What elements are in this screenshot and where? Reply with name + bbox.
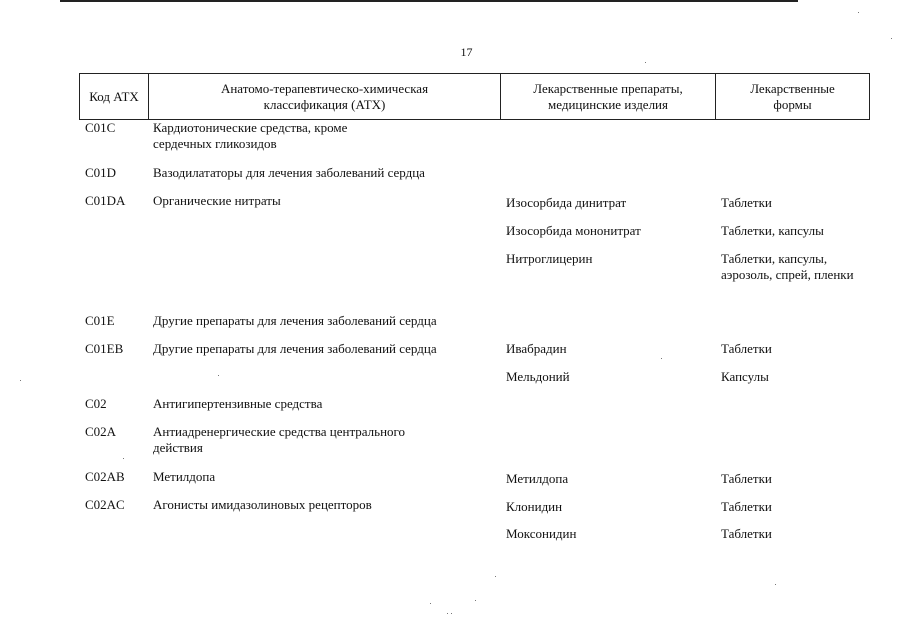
row-code: C01EB: [85, 341, 124, 356]
row-drug: Изосорбида динитрат: [506, 195, 627, 210]
row-code: C02A: [85, 424, 117, 439]
header-drugs: Лекарственные препараты, медицинские изделия: [533, 80, 683, 112]
row-classification: Агонисты имидазолиновых рецепторов: [153, 497, 372, 512]
row-code: C01C: [85, 120, 116, 135]
row-code: C01D: [85, 165, 117, 180]
row-drug: Мельдоний: [506, 369, 570, 384]
row-code: C02: [85, 396, 107, 411]
row-classification: Метилдопа: [153, 469, 216, 484]
page-number: 17: [460, 45, 473, 59]
row-code: C01E: [85, 313, 115, 328]
row-form: Таблетки, капсулы: [721, 223, 824, 238]
row-form: Таблетки: [721, 526, 772, 541]
top-rule: [60, 0, 798, 2]
row-form: Таблетки: [721, 471, 772, 486]
row-classification: Другие препараты для лечения заболеваний сердца: [153, 341, 437, 356]
row-drug: Ивабрадин: [506, 341, 567, 356]
row-drug: Нитроглицерин: [506, 251, 593, 266]
row-code: C02AC: [85, 497, 125, 512]
row-drug: Метилдопа: [506, 471, 569, 486]
row-form: Таблетки: [721, 341, 772, 356]
table-header: [79, 73, 870, 120]
row-drug: Клонидин: [506, 499, 563, 514]
row-classification: Антигипертензивные средства: [153, 396, 323, 411]
row-drug: Изосорбида мононитрат: [506, 223, 641, 238]
header-code: Код АТХ: [89, 88, 139, 104]
row-classification: Кардиотонические средства, кроме сердечных гликозидов: [153, 120, 348, 151]
row-classification: Вазодилататоры для лечения заболеваний сердца: [153, 165, 425, 180]
row-classification: Другие препараты для лечения заболеваний сердца: [153, 313, 437, 328]
row-classification: Антиадренергические средства центрального действия: [153, 424, 406, 455]
row-form: Капсулы: [721, 369, 769, 384]
row-code: C01DA: [85, 193, 126, 208]
row-form: Таблетки: [721, 195, 772, 210]
row-form: Таблетки: [721, 499, 772, 514]
row-form: Таблетки, капсулы, аэрозоль, спрей, пленки: [721, 251, 854, 282]
header-classification: Анатомо-терапевтическо-химическая классификация (АТХ): [220, 80, 429, 112]
header-forms: Лекарственные формы: [750, 80, 835, 112]
row-drug: Моксонидин: [506, 526, 577, 541]
row-code: C02AB: [85, 469, 125, 484]
row-classification: Органические нитраты: [153, 193, 281, 208]
